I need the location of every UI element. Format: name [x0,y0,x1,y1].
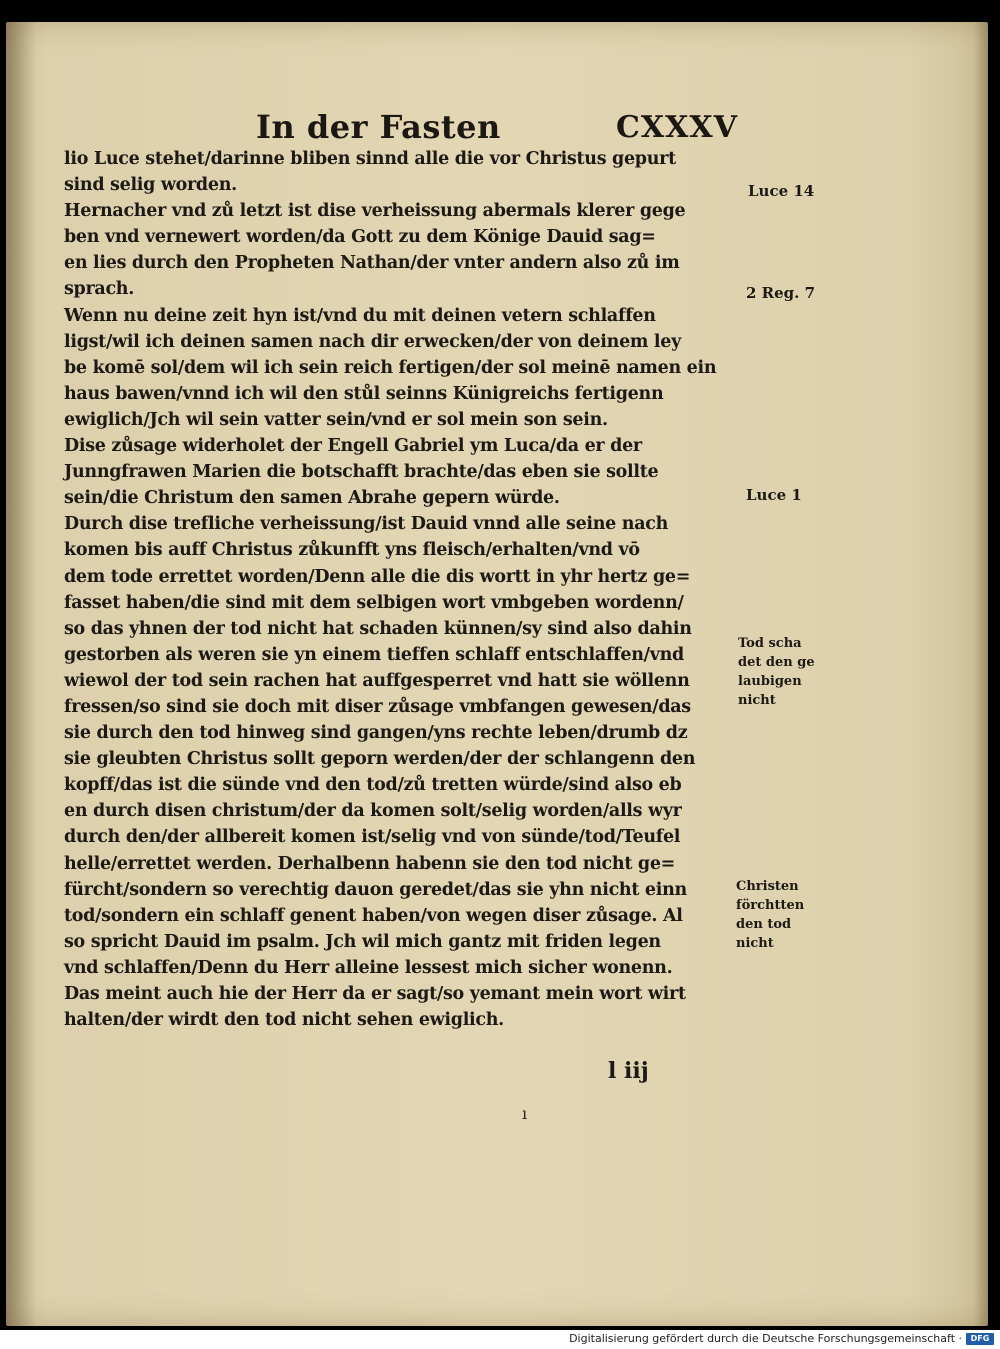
marginal-line: nicht [738,693,776,708]
signature-mark: l iij [608,1058,649,1084]
text-line: sie durch den tod hinweg sind gangen/yns rechte leben/drumb dz [64,723,688,744]
text-line: kopff/das ist die sünde vnd den tod/zů tretten würde/sind also eb [64,775,682,796]
footer-bar [0,1330,1000,1349]
text-line: Junngfrawen Marien die botschafft brachte/das eben sie sollte [64,462,659,483]
text-line: vnd schlaffen/Denn du Herr alleine lessest mich sicher wonenn. [64,957,673,978]
main-text-block [64,146,744,1033]
text-line: so spricht Dauid im psalm. Jch wil mich gantz mit friden legen [64,931,661,952]
marginal-line: det den ge [738,655,815,670]
marginal-line: Tod scha [738,636,802,651]
folio-number: CXXXV [616,110,738,145]
text-line: gestorben als weren sie yn einem tieffen schlaff entschlaffen/vnd [64,644,684,665]
marginal-line: förchtten [736,898,805,913]
text-line: Das meint auch hie der Herr da er sagt/so yemant mein wort wirt [64,984,686,1004]
text-line: fürcht/sondern so verechtig dauon geredet/das sie yhn nicht einn [64,879,687,900]
text-line: komen bis auff Christus zůkunfft yns fleisch/erhalten/vnd vō [64,540,640,561]
marginal-note-reg: 2 Reg. 7 [746,284,816,302]
text-line: Wenn nu deine zeit hyn ist/vnd du mit deinen vetern schlaffen [64,305,656,326]
text-line: sie gleubten Christus sollt geporn werden/der der schlangenn den [64,749,696,770]
text-line: fasset haben/die sind mit dem selbigen wort vmbgeben wordenn/ [64,592,684,613]
spine-shadow [6,22,36,1326]
text-line: Dise zůsage widerholet der Engell Gabriel ym Luca/da er der [64,436,642,457]
text-line: ligst/wil ich deinen samen nach dir erwecken/der von deinem ley [64,331,681,352]
text-line: tod/sondern ein schlaff genent haben/von wegen diser zůsage. Al [64,905,683,926]
text-line: ben vnd vernewert worden/da Gott zu dem Könige Dauid sag= [64,227,656,248]
text-line: wiewol der tod sein rachen hat auffgesperret vnd hatt sie wöllenn [64,670,690,691]
text-line: en lies durch den Propheten Nathan/der vnter andern also zů im [64,253,680,274]
text-line: sprach. [64,279,135,300]
text-line: Durch dise trefliche verheissung/ist Dauid vnnd alle seine nach [64,514,669,535]
text-line: haus bawen/vnnd ich wil den stůl seinns Künigreichs fertigenn [64,383,664,404]
marginal-note-tod [738,634,815,710]
marginal-note-christen [736,877,804,953]
stray-ink-mark: ı [522,1104,528,1123]
text-line: sein/die Christum den samen Abrahe gepern würde. [64,488,560,509]
marginal-line: nicht [736,936,774,951]
marginal-line: den tod [736,917,792,932]
marginal-line: laubigen [738,674,802,689]
text-line: sind selig worden. [64,175,237,196]
text-line: so das yhnen der tod nicht hat schaden künnen/sy sind also dahin [64,618,692,639]
text-line: dem tode errettet worden/Denn alle die dis wortt in yhr hertz ge= [64,566,691,587]
running-head: In der Fasten [256,108,501,146]
text-line: halten/der wirdt den tod nicht sehen ewiglich. [64,1010,504,1031]
text-line: ewiglich/Jch wil sein vatter sein/vnd er sol mein son sein. [64,409,608,430]
text-line: be komē sol/dem wil ich sein reich fertigen/der sol meinē namen ein [64,357,717,378]
text-line: durch den/der allbereit komen ist/selig vnd von sünde/tod/Teufel [64,827,681,848]
marginal-note-luce-14: Luce 14 [748,182,815,200]
book-page-scan [6,22,988,1326]
text-line: helle/errettet werden. Derhalbenn habenn sie den tod nicht ge= [64,853,676,874]
dfg-logo: DFG [966,1333,994,1345]
page-edge-shadow [974,22,988,1326]
text-line: fressen/so sind sie doch mit diser zůsage vmbfangen gewesen/das [64,696,691,717]
marginal-note-luce-1: Luce 1 [746,486,802,504]
text-line: en durch disen christum/der da komen solt/selig worden/alls wyr [64,801,682,822]
marginal-line: Christen [736,879,799,894]
text-line: lio Luce stehet/darinne bliben sinnd alle die vor Christus gepurt [64,149,676,169]
text-line: Hernacher vnd zů letzt ist dise verheissung abermals klerer gege [64,201,686,222]
funding-credit: Digitalisierung gefördert durch die Deutsche Forschungsgemeinschaft · [569,1332,962,1345]
